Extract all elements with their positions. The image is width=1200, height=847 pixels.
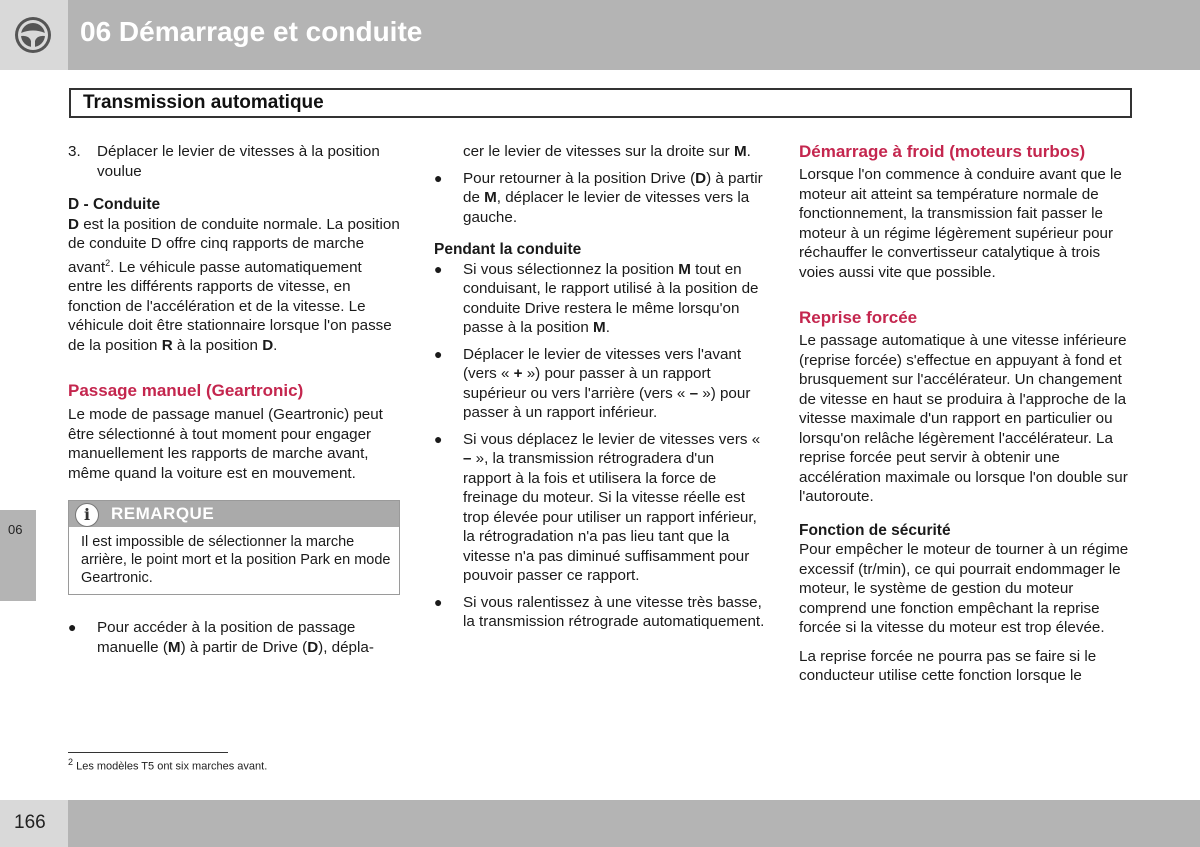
bullet-icon: ● <box>434 593 443 610</box>
info-icon: i <box>75 503 99 527</box>
footnote-rule <box>68 752 228 753</box>
column-1 <box>68 142 400 657</box>
step-text: Déplacer le levier de vitesses à la position voulue <box>97 143 380 180</box>
section-title-box <box>69 88 1132 118</box>
chapter-title: 06 Démarrage et conduite <box>80 16 423 47</box>
geartronic-paragraph: Le mode de passage manuel (Geartronic) peut être sélectionné à tout moment pour engager manuellement les rapports de marche avant, même quand la voiture est en mouvement. <box>68 406 383 482</box>
bullet-item: ● Pour accéder à la position de passage manuelle (M) à partir de Drive (D), dépla- <box>68 619 374 656</box>
bullet-icon: ● <box>434 260 443 277</box>
last-paragraph: La reprise forcée ne pourra pas se faire si le conducteur utilise cette fonction lorsque le <box>799 647 1097 684</box>
remark-box <box>68 500 400 595</box>
bullet-item: ● Si vous ralentissez à une vitesse très basse, la transmission rétrograde automatiquement. <box>434 593 765 630</box>
bullet-icon: ● <box>434 345 443 362</box>
pendant-heading: Pendant la conduite <box>434 241 582 258</box>
footer-bar <box>68 800 1200 847</box>
bullet-continuation: cer le levier de vitesses sur la droite sur M. <box>463 143 751 160</box>
cold-start-heading: Démarrage à froid (moteurs turbos) <box>799 142 1086 161</box>
remark-header <box>69 501 399 527</box>
bullet-item: ● Pour retourner à la position Drive (D) à partir de M, déplacer le levier de vitesses vers la gauche. <box>434 169 763 226</box>
d-paragraph: D est la position de conduite normale. La position de conduite D offre cinq rapports de marche avant$^2$. Le véhicule passe automatiquement entre les différents rapports de vitesse, en fonction de l'accélération et de la vitesse. Le véhicule doit être stationnaire lorsque l'on passe de la position R à la position D. <box>68 215 400 354</box>
footnote <box>68 757 267 773</box>
bullet-item: ● Si vous déplacez le levier de vitesses vers « – », la transmission rétrogradera d'un rapport à la fois et utilisera la force de freinage du moteur. Si la vitesse réelle est trop élevée pour utiliser un rapport inférieur, la rétrogradation n'a pas lieu tant que la vitesse n'a pas diminué suffisamment pour pouvoir passer ce rapport. <box>434 430 761 584</box>
section-title: Transmission automatique <box>83 92 324 113</box>
footnote-text: Les modèles T5 ont six marches avant. <box>76 760 268 773</box>
bullet-icon: ● <box>434 430 443 447</box>
remark-title: REMARQUE <box>111 504 215 524</box>
bullet-icon: ● <box>68 619 77 636</box>
bullet-item: ● Si vous sélectionnez la position M tout en conduisant, le rapport utilisé à la position de conduite Drive restera le même lorsqu'on passe à la position M. <box>434 260 759 336</box>
remark-text: Il est impossible de sélectionner la marche arrière, le point mort et la position Park en mode Geartronic. <box>81 534 391 587</box>
geartronic-heading: Passage manuel (Geartronic) <box>68 381 304 401</box>
step-3 <box>68 142 400 181</box>
page-number: 166 <box>14 812 46 833</box>
column-3 <box>799 142 1131 686</box>
safety-heading: Fonction de sécurité <box>799 521 951 539</box>
footnote-number: 2 <box>68 757 74 767</box>
kickdown-paragraph: Le passage automatique à une vitesse inférieure (reprise forcée) s'effectue en appuyant à fond et brusquement sur l'accélérateur. Un changement de vitesse en haut se produira à l'approche de la vitesse maximale d'un rapport en particulier ou lorsqu'on relâche légèrement l'accélérateur. La reprise forcée peut servir à obtenir une accélération maximale ou lorsque l'on double sur l'autoroute. <box>799 332 1128 505</box>
safety-paragraph: Pour empêcher le moteur de tourner à un régime excessif (tr/min), ce qui pourrait endommager le moteur, le système de gestion du moteur comprend une fonction empêchant la reprise forcée si la vitesse du moteur est trop élevée. <box>799 541 1129 636</box>
step-number: 3. <box>68 143 81 160</box>
kickdown-heading: Reprise forcée <box>799 308 918 327</box>
chapter-tab-label: 06 <box>8 522 23 537</box>
column-2 <box>434 142 766 632</box>
chapter-icon-box <box>0 0 68 70</box>
d-heading: D - Conduite <box>68 196 161 213</box>
chapter-tab <box>0 510 36 601</box>
steering-wheel-icon <box>13 15 53 55</box>
cold-start-paragraph: Lorsque l'on commence à conduire avant que le moteur ait atteint sa température normale de fonctionnement, la transmission fait passer le moteur à un régime légèrement supérieur pour réchauffer le convertisseur catalytique à trois voies aussi vite que possible. <box>799 166 1122 281</box>
bullet-icon: ● <box>434 169 443 186</box>
bullet-item: ● Déplacer le levier de vitesses vers l'avant (vers « + ») pour passer à un rapport supérieur ou vers l'arrière (vers « – ») pour passer à un rapport inférieur. <box>434 345 751 421</box>
